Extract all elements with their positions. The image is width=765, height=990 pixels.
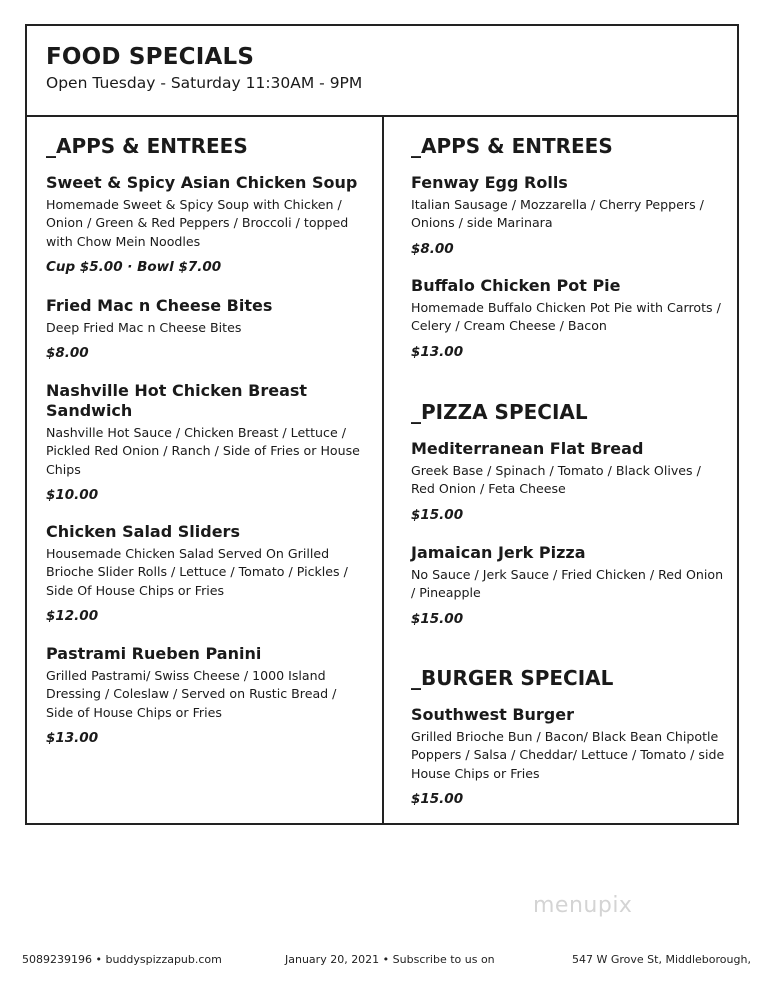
item-name: Fenway Egg Rolls [411, 173, 568, 192]
footer-contact: 5089239196 • buddyspizzapub.com [22, 953, 222, 966]
column-divider [382, 115, 384, 825]
menu-item [46, 381, 366, 503]
item-description: Grilled Brioche Bun / Bacon/ Black Bean Chipotle Poppers / Salsa / Cheddar/ Lettuce / Tomato / side House Chips or Fries [411, 729, 725, 781]
menu-item [46, 522, 366, 624]
menu-item [46, 296, 366, 361]
menu-item [46, 644, 366, 746]
item-name: Buffalo Chicken Pot Pie [411, 276, 621, 295]
menupix-watermark: menupix [533, 893, 633, 918]
item-description: Homemade Buffalo Chicken Pot Pie with Carrots / Celery / Cream Cheese / Bacon [411, 300, 721, 334]
item-description: Grilled Pastrami/ Swiss Cheese / 1000 Island Dressing / Coleslaw / Served on Rustic Bread / Side of House Chips or Fries [46, 668, 337, 720]
item-price: $15.00 [411, 790, 464, 807]
item-description: Deep Fried Mac n Cheese Bites [46, 320, 242, 335]
footer-date: January 20, 2021 • Subscribe to us on [285, 953, 495, 966]
item-name: Fried Mac n Cheese Bites [46, 296, 273, 315]
item-description: Housemade Chicken Salad Served On Grilled Brioche Slider Rolls / Lettuce / Tomato / Pickles / Side Of House Chips or Fries [46, 546, 348, 598]
opening-hours: Open Tuesday - Saturday 11:30AM - 9PM [46, 74, 363, 92]
item-price: Cup $5.00 · Bowl $7.00 [46, 258, 222, 275]
item-price: $13.00 [411, 343, 464, 360]
item-price: $8.00 [46, 345, 89, 362]
menu-item [411, 439, 726, 523]
item-description: No Sauce / Jerk Sauce / Fried Chicken / Red Onion / Pineapple [411, 567, 724, 601]
item-name: Jamaican Jerk Pizza [411, 543, 586, 562]
item-name: Nashville Hot Chicken Breast Sandwich [46, 381, 308, 420]
section-heading-apps: _APPS & ENTREES [46, 134, 248, 158]
item-name: Southwest Burger [411, 705, 574, 724]
menu-item [411, 173, 726, 257]
item-price: $10.00 [46, 486, 99, 503]
section-heading-pizza: _PIZZA SPECIAL [411, 400, 588, 424]
section-heading-burger: _BURGER SPECIAL [411, 666, 614, 690]
item-price: $8.00 [411, 240, 454, 257]
item-name: Mediterranean Flat Bread [411, 439, 644, 458]
menu-item [411, 543, 726, 627]
item-price: $15.00 [411, 506, 464, 523]
item-name: Pastrami Rueben Panini [46, 644, 262, 663]
menu-item [46, 173, 366, 275]
page-title: FOOD SPECIALS [46, 44, 255, 70]
item-name: Sweet & Spicy Asian Chicken Soup [46, 173, 358, 192]
item-price: $13.00 [46, 729, 99, 746]
item-price: $12.00 [46, 607, 99, 624]
item-description: Nashville Hot Sauce / Chicken Breast / Lettuce / Pickled Red Onion / Ranch / Side of Fries or House Chips [46, 425, 360, 477]
menu-item [411, 276, 726, 360]
item-name: Chicken Salad Sliders [46, 522, 240, 541]
footer-address: 547 W Grove St, Middleborough, [572, 953, 751, 966]
item-description: Italian Sausage / Mozzarella / Cherry Peppers / Onions / side Marinara [411, 197, 704, 231]
item-description: Homemade Sweet & Spicy Soup with Chicken / Onion / Green & Red Peppers / Broccoli / topped with Chow Mein Noodles [46, 197, 349, 249]
menu-frame [25, 24, 739, 825]
section-heading-apps: _APPS & ENTREES [411, 134, 613, 158]
item-price: $15.00 [411, 610, 464, 627]
item-description: Greek Base / Spinach / Tomato / Black Olives / Red Onion / Feta Cheese [411, 463, 701, 497]
menu-header [27, 26, 737, 117]
menu-item [411, 705, 726, 807]
